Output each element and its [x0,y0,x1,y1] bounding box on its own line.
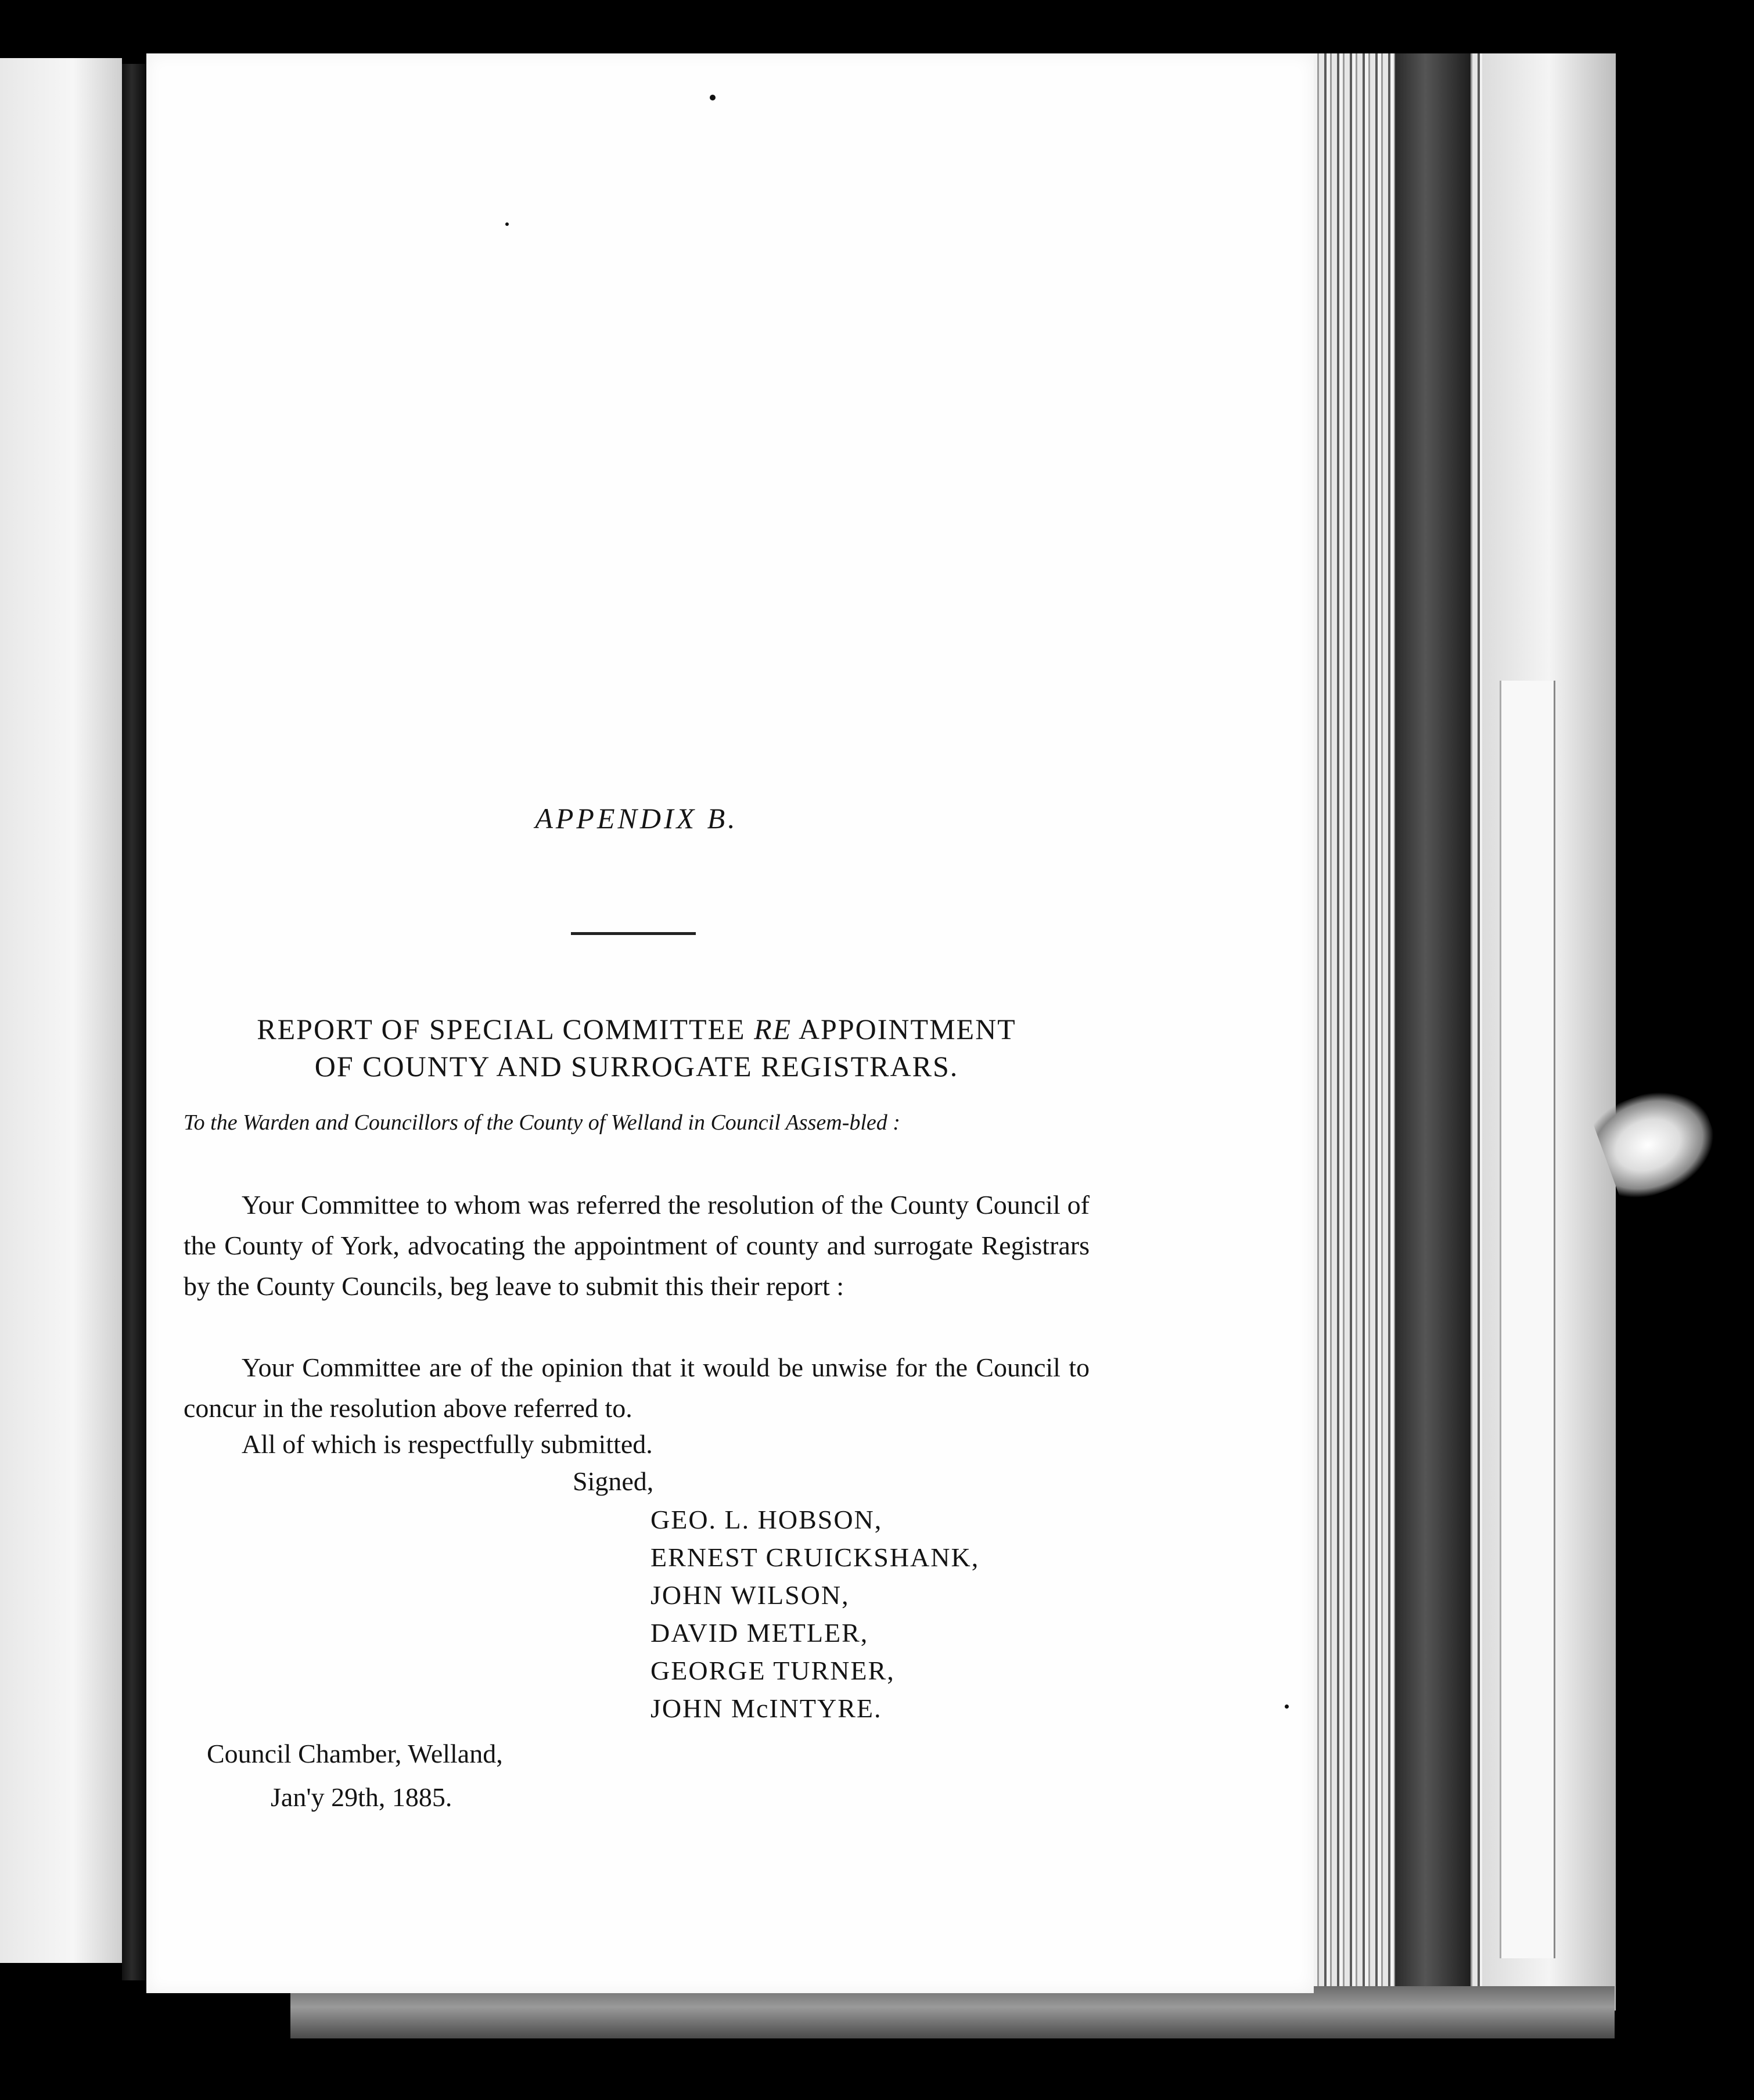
signatory: JOHN WILSON, [650,1580,850,1610]
book-bottom-board [290,1986,1615,2038]
heading-line-2: OF COUNTY AND SURROGATE REGISTRARS. [314,1050,959,1083]
ink-speck [710,95,716,100]
ink-speck [505,222,509,226]
signatory: DAVID METLER, [650,1618,869,1648]
signatory: ERNEST CRUICKSHANK, [650,1542,980,1572]
book-fore-edge [1314,53,1616,2011]
signatory: GEO. L. HOBSON, [650,1505,883,1534]
heading-line-1-start: REPORT OF SPECIAL COMMITTEE [257,1013,754,1045]
paragraph-referral-text: Your Committee to whom was referred the resolution of the County Council of the County of York, advocating the appointment of county and surrogate Registrars by the County Councils, beg leave to submit this their report : [184,1190,1090,1301]
date-line: Jan'y 29th, 1885. [271,1782,452,1812]
paragraph-opinion [184,1347,1090,1429]
ink-speck [1285,1705,1289,1709]
paragraph-opinion-text: Your Committee are of the opinion that it would be unwise for the Council to concur in the resolution above referred to. [184,1353,1090,1423]
signatory-list [650,1501,979,1727]
title-rule [571,932,696,935]
fore-edge-dark-band [1395,53,1471,2011]
heading-re: RE [754,1013,792,1045]
paragraph-referral [184,1185,1090,1307]
fore-edge-paper-strip [1500,681,1555,1958]
closing-line: All of which is respectfully submitted. [242,1429,653,1459]
left-facing-page [0,58,122,1963]
signatory: GEORGE TURNER, [650,1656,895,1685]
heading-line-1 [184,1011,1090,1048]
signed-label: Signed, [573,1466,654,1496]
appendix-title: APPENDIX B. [535,802,738,835]
signatory: JOHN McINTYRE. [650,1693,882,1723]
place-line: Council Chamber, Welland, [207,1739,503,1768]
report-heading [184,1011,1090,1085]
book-gutter [122,64,146,1980]
heading-line-1-end: APPOINTMENT [792,1013,1016,1045]
salutation: To the Warden and Councillors of the County of Welland in Council Assem-bled : [184,1110,900,1135]
